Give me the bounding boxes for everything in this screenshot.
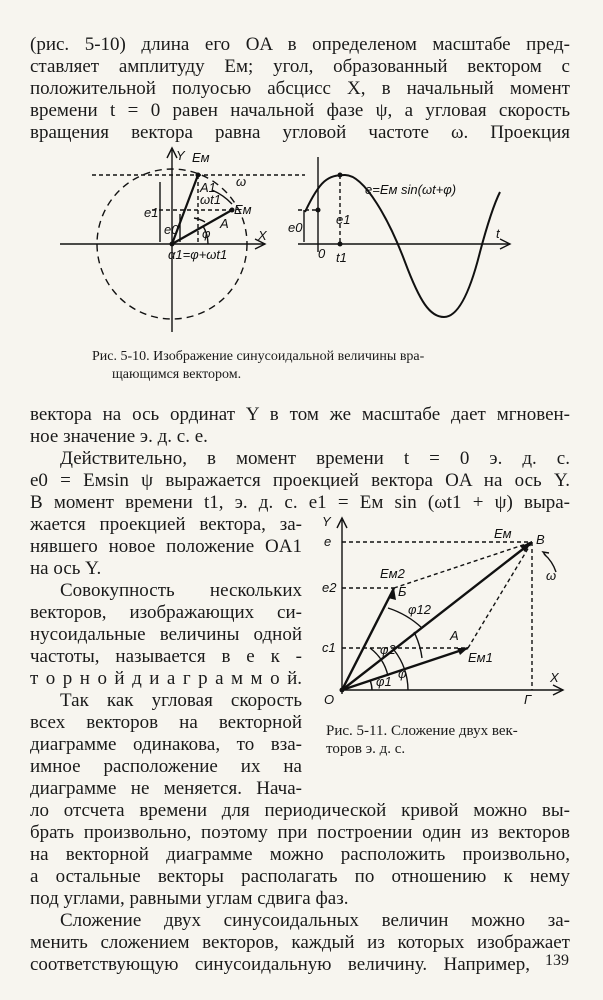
vector-em [342, 542, 532, 690]
label-em-right: Eм [234, 202, 252, 217]
text-line: т о р н о й д и а г р а м м о й. [30, 668, 302, 689]
label-omega: ω [546, 568, 557, 583]
text-line: имное расположение их на [30, 756, 302, 777]
label-e1: e1 [144, 205, 159, 220]
label-em2: Eм2 [380, 566, 405, 581]
figure-5-10-caption-1: Рис. 5-10. Изображение синусоидальной величины вра- [92, 349, 425, 364]
text-line: векторов, изображающих си- [30, 602, 302, 623]
label-x: X [550, 670, 559, 685]
text-line: Так как угловая скорость [60, 690, 302, 711]
label-a: A [220, 216, 229, 231]
text-line: брать произвольно, поэтому при построении один из векторов [30, 822, 570, 843]
text-line: жается проекцией вектора, за- [30, 514, 302, 535]
text-line: e0 = Eмsin ψ выражается проекцией вектора OA на ось Y. [30, 470, 570, 491]
label-o: O [324, 692, 335, 707]
label-e0-right: e0 [288, 220, 303, 235]
label-t: t [496, 226, 500, 241]
text-line: менить сложением векторов, каждый из которых изображает [30, 932, 570, 953]
label-alpha1: α1=φ+ωt1 [168, 247, 228, 262]
figure-5-11 [318, 512, 578, 712]
figure-5-11-caption-2: торов э. д. с. [326, 741, 406, 757]
text-line: времени t = 0 равен начальной фазе ψ, а угловая скорость [30, 100, 570, 121]
label-y: Y [176, 148, 185, 163]
label-origin: 0 [318, 246, 326, 261]
page-number: 139 [545, 952, 569, 969]
label-a1: A1 [200, 180, 216, 195]
label-b-cyr: Б [398, 584, 407, 599]
label-e: e [324, 534, 332, 549]
label-equation: e=Eм sin(ωt+φ) [365, 182, 457, 197]
label-omega: ω [236, 174, 247, 189]
figure-5-11-caption-1: Рис. 5-11. Сложение двух век- [326, 723, 518, 739]
text-line: соответствующую синусоидальную величину. Например, [30, 954, 530, 975]
label-b: B [536, 532, 545, 547]
label-t1: t1 [336, 250, 347, 265]
text-line: вектора на ось ординат Y в том же масштабе дает мгновен- [30, 404, 570, 425]
label-x: X [258, 228, 267, 243]
text-line: под углами, равными углам сдвига фаз. [30, 888, 349, 909]
text-line: Совокупность нескольких [60, 580, 302, 601]
text-line: нявшего новое положение OA1 [30, 536, 302, 557]
text-line: (рис. 5-10) длина его OA в определеном масштабе пред- [30, 34, 570, 55]
label-e2: e2 [322, 580, 337, 595]
label-phi2: φ2 [380, 642, 396, 657]
figure-5-10-caption-2: щающимся вектором. [112, 367, 242, 382]
text-line: частоты, называется в е к - [30, 646, 302, 667]
text-line: Действительно, в момент времени t = 0 э. д. с. [60, 448, 570, 469]
label-a: A [450, 628, 459, 643]
text-line: всех векторов на векторной [30, 712, 302, 733]
text-line: диаграмме одинакова, то вза- [30, 734, 302, 755]
figure-5-10 [60, 142, 520, 342]
text-line: на векторной диаграмме можно расположить произвольно, [30, 844, 570, 865]
text-line: ное значение э. д. с. e. [30, 426, 208, 447]
text-line: ло отсчета времени для периодической кривой можно вы- [30, 800, 570, 821]
label-em-top: Eм [494, 526, 512, 541]
text-line: В момент времени t1, э. д. с. e1 = Eм sin (ωt1 + ψ) выра- [30, 492, 570, 513]
label-em-top: Eм [192, 150, 210, 165]
text-line: нусоидальные величины одной [30, 624, 302, 645]
text-line: Сложение двух синусоидальных величин можно за- [60, 910, 570, 931]
label-omega-t1: ωt1 [200, 192, 221, 207]
label-phi12: φ12 [408, 602, 431, 617]
text-line: диаграмме не меняется. Нача- [30, 778, 302, 799]
label-e0: e0 [164, 222, 179, 237]
text-line: а остальные векторы располагать по отношению к нему [30, 866, 570, 887]
label-em1: Eм1 [468, 650, 493, 665]
label-e1-right: e1 [336, 212, 351, 227]
text-line: положительной полуосью абсцисс X, в начальный момент [30, 78, 570, 99]
label-phi: φ [398, 666, 407, 681]
label-g: Г [524, 692, 532, 707]
label-y: Y [322, 514, 331, 529]
text-line: вращения вектора равна угловой частоте ω. Проекция [30, 122, 570, 143]
text-line: на ось Y. [30, 558, 102, 579]
label-c1: c1 [322, 640, 336, 655]
label-phi: φ [202, 226, 211, 241]
text-line: ставляет амплитуду Eм; угол, образованный вектором с [30, 56, 570, 77]
label-phi1: φ1 [376, 674, 392, 689]
